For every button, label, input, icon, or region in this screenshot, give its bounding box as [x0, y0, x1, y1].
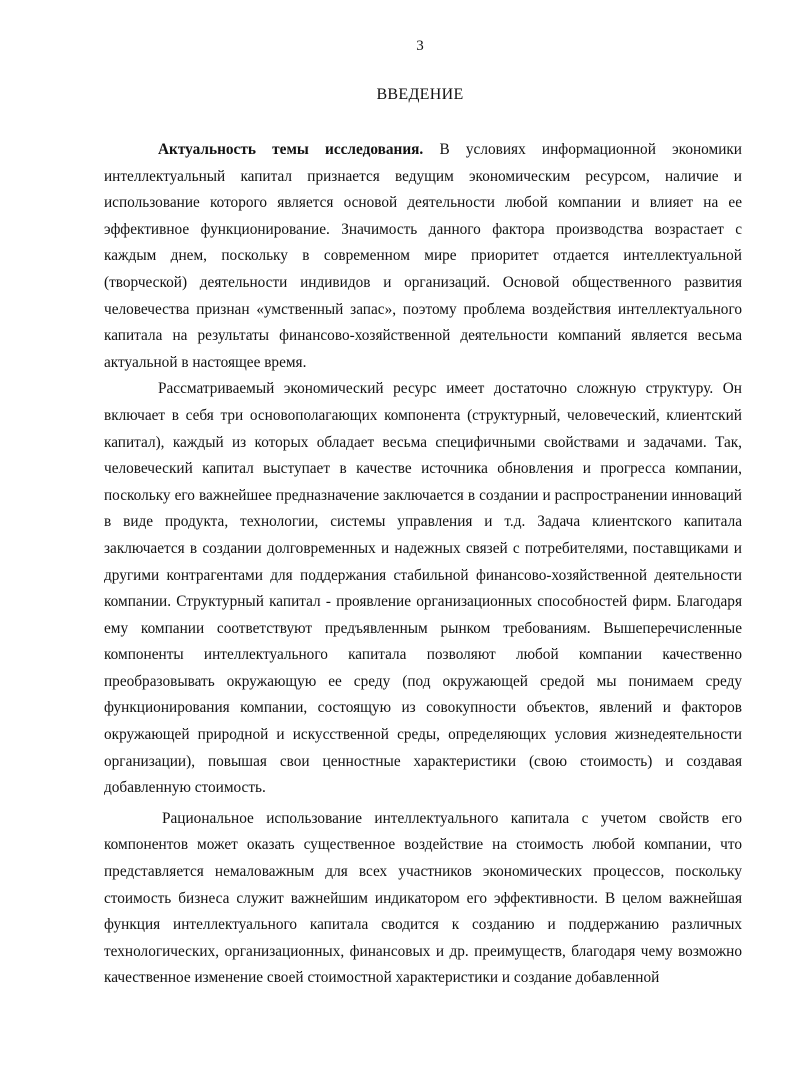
- paragraph-lead: Актуальность темы исследования.: [158, 141, 424, 158]
- paragraph-relevance: [104, 137, 742, 376]
- page-number: 3: [416, 38, 424, 54]
- paragraph-structure: Рассматриваемый экономический ресурс имеет достаточно сложную структуру. Он включает в себя три основополагающих компонента (структурный, человеческий, клиентский капитал), каждый из которых обладает весьма специфичными свойствами и задачами. Так, человеческий капитал выступает в качестве источника обновления и прогресса компании, поскольку его важнейшее предназначение заключается в создании и распространении инноваций в виде продукта, технологии, системы управления и т.д. Задача клиентского капитала заключается в создании долговременных и надежных связей с потребителями, поставщиками и другими контрагентами для поддержания стабильной финансово-хозяйственной деятельности компании. Структурный капитал - проявление организационных способностей фирм. Благодаря ему компании соответствуют предъявленным рынком требованиям. Вышеперечисленные компоненты интеллектуального капитала позволяют любой компании качественно преобразовывать окружающую ее среду (под окружающей средой мы понимаем среду функционирования компании, состоящую из совокупности объектов, явлений и факторов окружающей природной и искусственной среды, определяющих условия жизнедеятельности организации), повышая свои ценностные характеристики (свою стоимость) и создавая добавленную стоимость.: [104, 380, 742, 797]
- body-text: [104, 137, 742, 992]
- paragraph-text: В условиях информационной экономики интеллектуальный капитал признается ведущим экономическим ресурсом, наличие и использование которого является основой деятельности любой компании и влияет на ее эффективное функционирование. Значимость данного фактора производства возрастает с каждым днем, поскольку в современном мире приоритет отдается интеллектуальной (творческой) деятельности индивидов и организаций. Основой общественного развития человечества признан «умственный запас», поэтому проблема воздействия интеллектуального капитала на результаты финансово-хозяйственной деятельности компаний является весьма актуальной в настоящее время.: [104, 141, 742, 371]
- paragraph-usage: Рациональное использование интеллектуального капитала с учетом свойств его компонентов может оказать существенное воздействие на стоимость любой компании, что представляется немаловажным для всех участников экономических процессов, поскольку стоимость бизнеса служит важнейшим индикатором его эффективности. В целом важнейшая функция интеллектуального капитала сводится к созданию и поддержанию различных технологических, организационных, финансовых и др. преимуществ, благодаря чему возможно качественное изменение своей стоимостной характеристики и создание добавленной: [104, 809, 742, 987]
- section-title: ВВЕДЕНИЕ: [376, 86, 464, 103]
